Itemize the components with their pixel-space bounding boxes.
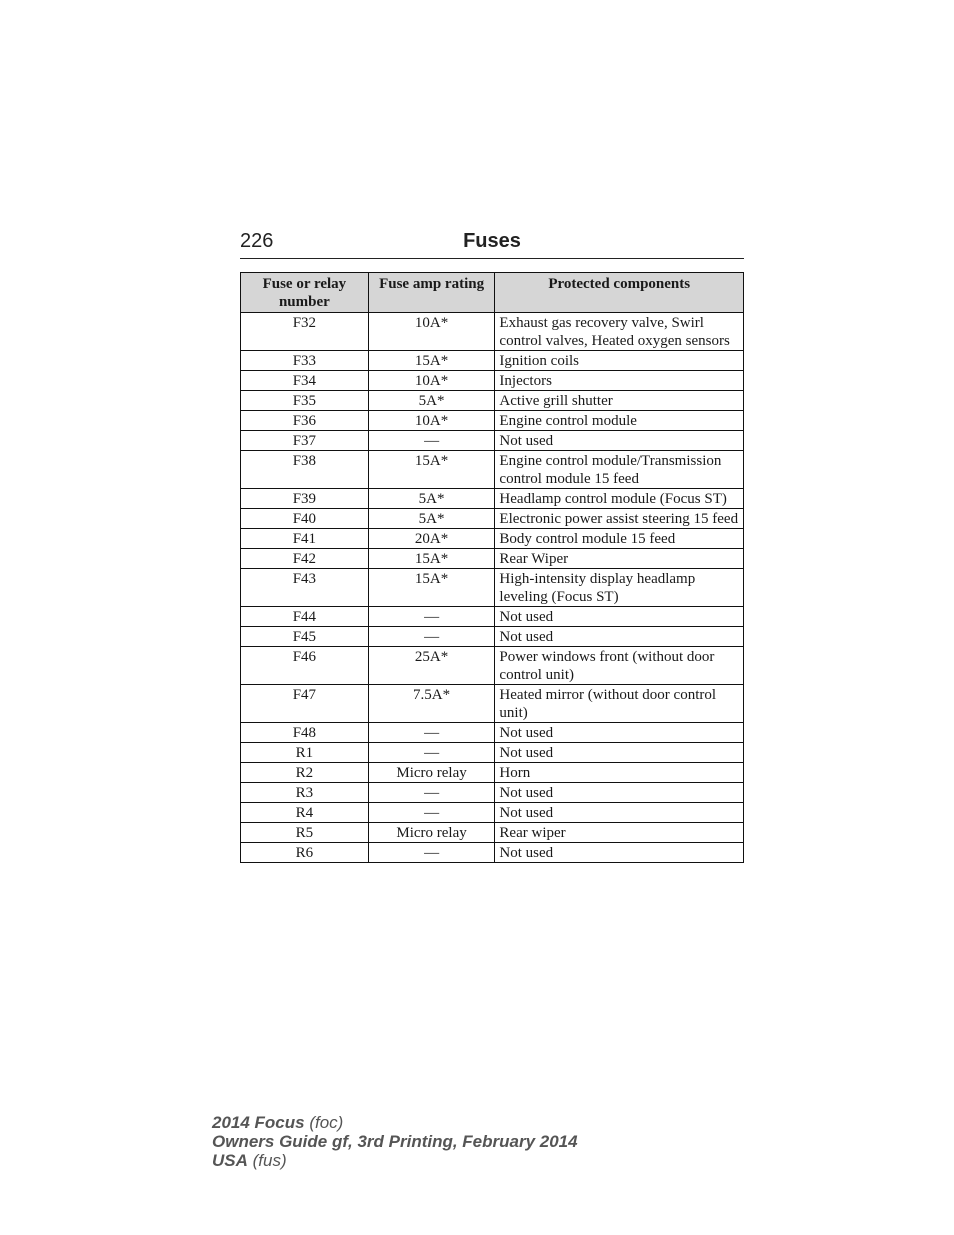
table-row	[241, 351, 744, 371]
cell-protected-components: Not used	[495, 431, 744, 451]
footer-line-3	[212, 1151, 578, 1170]
cell-amp-rating: 7.5A*	[368, 685, 495, 723]
cell-fuse-number: F35	[241, 391, 369, 411]
table-row	[241, 451, 744, 489]
table-row	[241, 411, 744, 431]
column-header-components: Protected components	[495, 273, 744, 313]
cell-protected-components: Engine control module/Transmission control module 15 feed	[495, 451, 744, 489]
table-body	[241, 313, 744, 863]
cell-protected-components: Not used	[495, 607, 744, 627]
cell-protected-components: Electronic power assist steering 15 feed	[495, 509, 744, 529]
cell-fuse-number: F47	[241, 685, 369, 723]
cell-fuse-number: R3	[241, 783, 369, 803]
table-row	[241, 627, 744, 647]
fuse-table	[240, 272, 744, 863]
cell-amp-rating: 10A*	[368, 371, 495, 391]
footer-line-1	[212, 1113, 578, 1132]
cell-amp-rating: 5A*	[368, 509, 495, 529]
cell-protected-components: Rear wiper	[495, 823, 744, 843]
cell-amp-rating: —	[368, 803, 495, 823]
cell-fuse-number: F37	[241, 431, 369, 451]
page-header	[240, 228, 744, 259]
cell-protected-components: Not used	[495, 783, 744, 803]
cell-amp-rating: —	[368, 783, 495, 803]
cell-amp-rating: 25A*	[368, 647, 495, 685]
cell-fuse-number: F34	[241, 371, 369, 391]
cell-protected-components: Not used	[495, 723, 744, 743]
cell-fuse-number: F39	[241, 489, 369, 509]
cell-amp-rating: Micro relay	[368, 763, 495, 783]
cell-amp-rating: 10A*	[368, 313, 495, 351]
cell-fuse-number: F40	[241, 509, 369, 529]
table-row	[241, 803, 744, 823]
table-row	[241, 489, 744, 509]
table-row	[241, 313, 744, 351]
table-row	[241, 685, 744, 723]
cell-fuse-number: F33	[241, 351, 369, 371]
table-row	[241, 391, 744, 411]
cell-amp-rating: 15A*	[368, 351, 495, 371]
footer-line-2	[212, 1132, 578, 1151]
cell-amp-rating: Micro relay	[368, 823, 495, 843]
cell-protected-components: Active grill shutter	[495, 391, 744, 411]
cell-fuse-number: R4	[241, 803, 369, 823]
table-row	[241, 743, 744, 763]
footer-market-code: (fus)	[252, 1151, 287, 1170]
cell-amp-rating: 5A*	[368, 489, 495, 509]
cell-amp-rating: 15A*	[368, 451, 495, 489]
cell-protected-components: Heated mirror (without door control unit)	[495, 685, 744, 723]
cell-protected-components: Exhaust gas recovery valve, Swirl control valves, Heated oxygen sensors	[495, 313, 744, 351]
cell-amp-rating: —	[368, 431, 495, 451]
table-row	[241, 647, 744, 685]
cell-protected-components: Not used	[495, 843, 744, 863]
table-header-row	[241, 273, 744, 313]
cell-amp-rating: —	[368, 627, 495, 647]
cell-amp-rating: —	[368, 607, 495, 627]
cell-protected-components: Ignition coils	[495, 351, 744, 371]
cell-fuse-number: F41	[241, 529, 369, 549]
cell-amp-rating: 15A*	[368, 549, 495, 569]
cell-fuse-number: F48	[241, 723, 369, 743]
cell-protected-components: Body control module 15 feed	[495, 529, 744, 549]
column-header-number: Fuse or relay number	[241, 273, 369, 313]
cell-protected-components: Not used	[495, 627, 744, 647]
cell-fuse-number: F42	[241, 549, 369, 569]
cell-fuse-number: R6	[241, 843, 369, 863]
table-row	[241, 783, 744, 803]
section-title: Fuses	[463, 230, 521, 252]
cell-protected-components: Not used	[495, 743, 744, 763]
cell-amp-rating: 20A*	[368, 529, 495, 549]
cell-fuse-number: F46	[241, 647, 369, 685]
table-row	[241, 371, 744, 391]
cell-fuse-number: F44	[241, 607, 369, 627]
cell-fuse-number: R5	[241, 823, 369, 843]
footer	[212, 1113, 578, 1170]
cell-amp-rating: 10A*	[368, 411, 495, 431]
cell-amp-rating: —	[368, 843, 495, 863]
table-row	[241, 549, 744, 569]
cell-protected-components: Engine control module	[495, 411, 744, 431]
cell-protected-components: High-intensity display headlamp leveling (Focus ST)	[495, 569, 744, 607]
cell-protected-components: Rear Wiper	[495, 549, 744, 569]
table-row	[241, 607, 744, 627]
cell-protected-components: Not used	[495, 803, 744, 823]
cell-amp-rating: 5A*	[368, 391, 495, 411]
footer-model: 2014 Focus	[212, 1113, 305, 1132]
cell-fuse-number: F43	[241, 569, 369, 607]
page-number: 226	[240, 230, 274, 252]
column-header-rating: Fuse amp rating	[368, 273, 495, 313]
cell-amp-rating: 15A*	[368, 569, 495, 607]
cell-protected-components: Power windows front (without door control unit)	[495, 647, 744, 685]
cell-amp-rating: —	[368, 723, 495, 743]
table-row	[241, 569, 744, 607]
table-row	[241, 763, 744, 783]
footer-model-code: (foc)	[309, 1113, 344, 1132]
cell-fuse-number: R2	[241, 763, 369, 783]
cell-amp-rating: —	[368, 743, 495, 763]
cell-fuse-number: F38	[241, 451, 369, 489]
cell-fuse-number: R1	[241, 743, 369, 763]
footer-edition: Owners Guide gf, 3rd Printing, February 2014	[212, 1132, 578, 1151]
footer-market: USA	[212, 1151, 248, 1170]
cell-fuse-number: F45	[241, 627, 369, 647]
cell-protected-components: Horn	[495, 763, 744, 783]
cell-fuse-number: F32	[241, 313, 369, 351]
table-row	[241, 431, 744, 451]
table-row	[241, 509, 744, 529]
table-row	[241, 529, 744, 549]
table-row	[241, 843, 744, 863]
cell-fuse-number: F36	[241, 411, 369, 431]
cell-protected-components: Injectors	[495, 371, 744, 391]
cell-protected-components: Headlamp control module (Focus ST)	[495, 489, 744, 509]
table-row	[241, 823, 744, 843]
table-row	[241, 723, 744, 743]
